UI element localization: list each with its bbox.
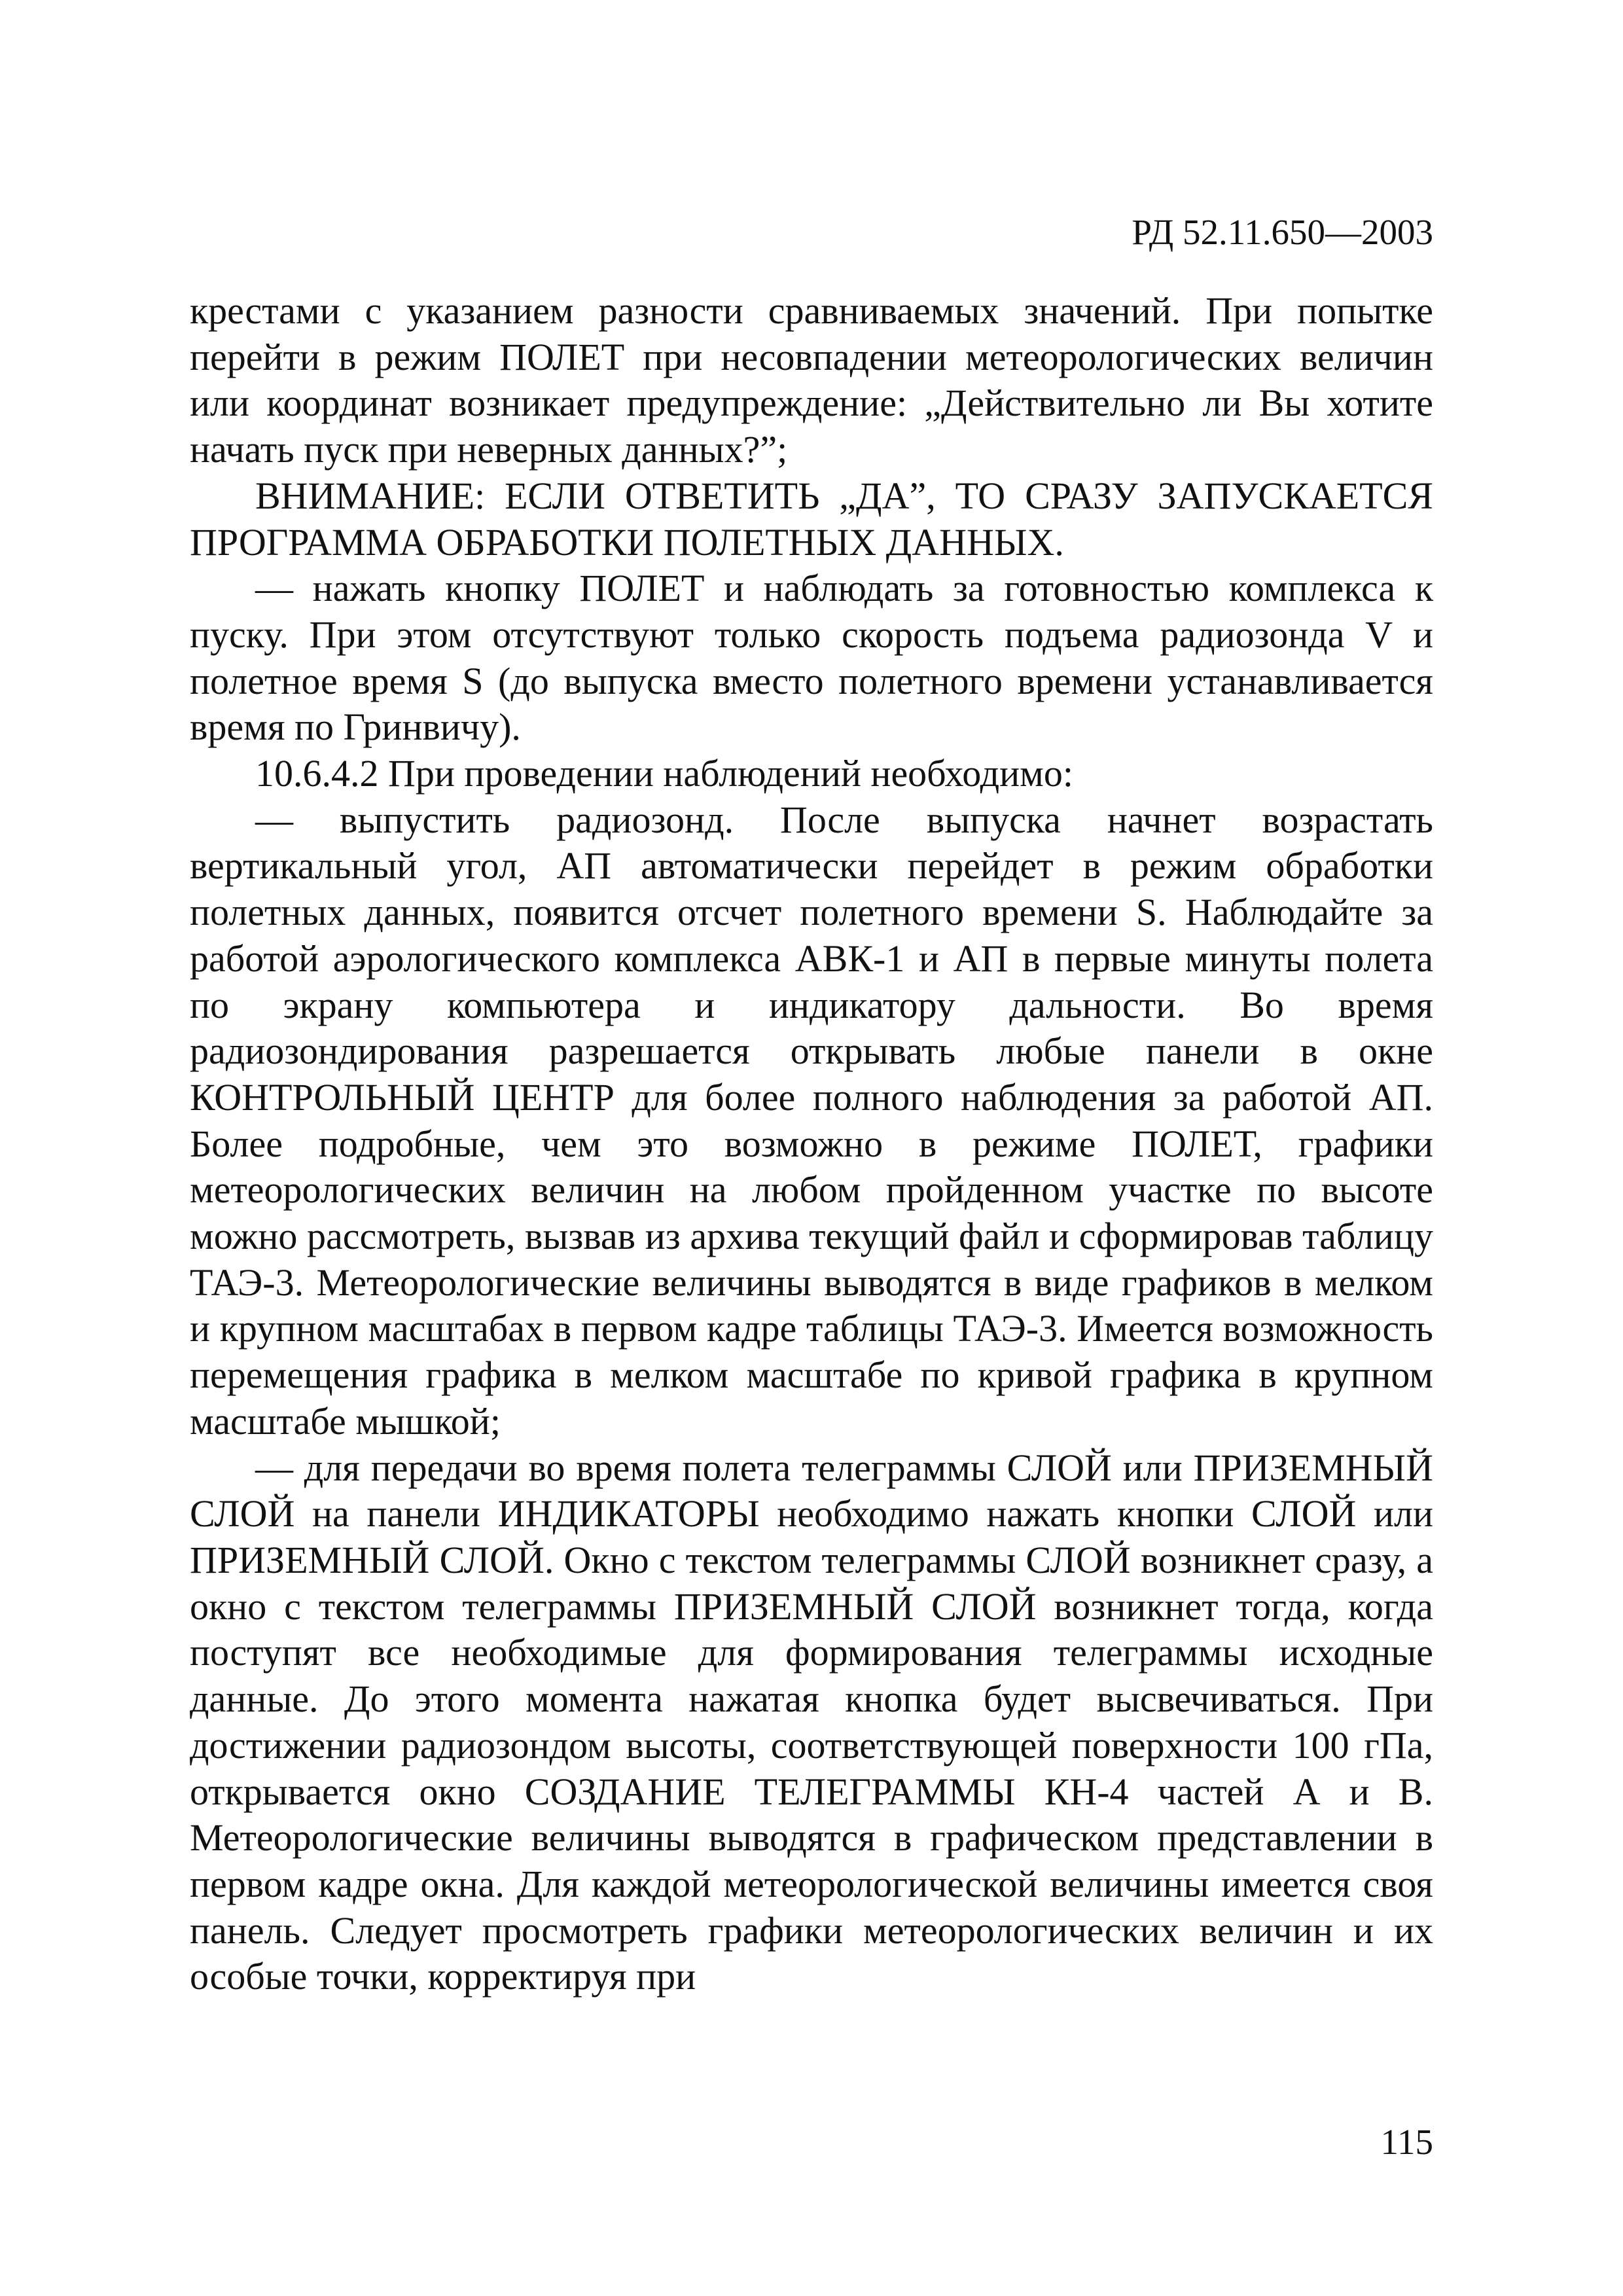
page-body-text (190, 288, 1433, 2000)
page-number: 115 (1380, 2122, 1433, 2162)
paragraph-warning: ВНИМАНИЕ: ЕСЛИ ОТВЕТИТЬ „ДА”, ТО СРАЗУ ЗАПУСКАЕТСЯ ПРОГРАММА ОБРАБОТКИ ПОЛЕТНЫХ ДАННЫХ. (190, 474, 1433, 564)
paragraph-continuation: крестами с указанием разности сравниваемых значений. При попытке перейти в режим ПОЛЕТ при несовпадении метеорологических величин или координат возникает предупреждение: „Действительно ли Вы хотите начать пуск при неверных данных?”; (190, 289, 1433, 471)
paragraph-release-radiosonde: — выпустить радиозонд. После выпуска начнет возрастать вертикальный угол, АП автоматически перейдет в режим обработки полетных данных, появится отсчет полетного времени S. Наблюдайте за работой аэрологического комплекса АВК-1 и АП в первые минуты полета по экрану компьютера и индикатору дальности. Во время радиозондирования разрешается открывать любые панели в окне КОНТРОЛЬНЫЙ ЦЕНТР для более полного наблюдения за работой АП. Более подробные, чем это возможно в режиме ПОЛЕТ, графики метеорологических величин на любом пройденном участке по высоте можно рассмотреть, вызвав из архива текущий файл и сформировав таблицу ТАЭ-3. Метеорологические величины выводятся в виде графиков в мелком и крупном масштабах в первом кадре таблицы ТАЭ-3. Имеется возможность перемещения графика в мелком масштабе по кривой графика в крупном масштабе мышкой; (190, 798, 1433, 1443)
paragraph-press-flight-button: — нажать кнопку ПОЛЕТ и наблюдать за готовностью комплекса к пуску. При этом отсутствуют только скорость подъема радиозонда V и полетное время S (до выпуска вместо полетного времени устанавливается время по Гринвичу). (190, 567, 1433, 749)
paragraph-section-10-6-4-2: 10.6.4.2 При проведении наблюдений необходимо: (255, 752, 1073, 795)
paragraph-telegram-transmission: — для передачи во время полета телеграммы СЛОЙ или ПРИЗЕМНЫЙ СЛОЙ на панели ИНДИКАТОРЫ необходимо нажать кнопки СЛОЙ или ПРИЗЕМНЫЙ СЛОЙ. Окно с текстом телеграммы СЛОЙ возникнет сразу, а окно с текстом телеграммы ПРИЗЕМНЫЙ СЛОЙ возникнет тогда, когда поступят все необходимые для формирования телеграммы исходные данные. До этого момента нажатая кнопка будет высвечиваться. При достижении радиозондом высоты, соответствующей поверхности 100 гПа, открывается окно СОЗДАНИЕ ТЕЛЕГРАММЫ КН-4 частей А и В. Метеорологические величины выводятся в графическом представлении в первом кадре окна. Для каждой метеорологической величины имеется своя панель. Следует просмотреть графики метеорологических величин и их особые точки, корректируя при (190, 1446, 1433, 1998)
document-id-header: РД 52.11.650—2003 (1132, 212, 1433, 252)
